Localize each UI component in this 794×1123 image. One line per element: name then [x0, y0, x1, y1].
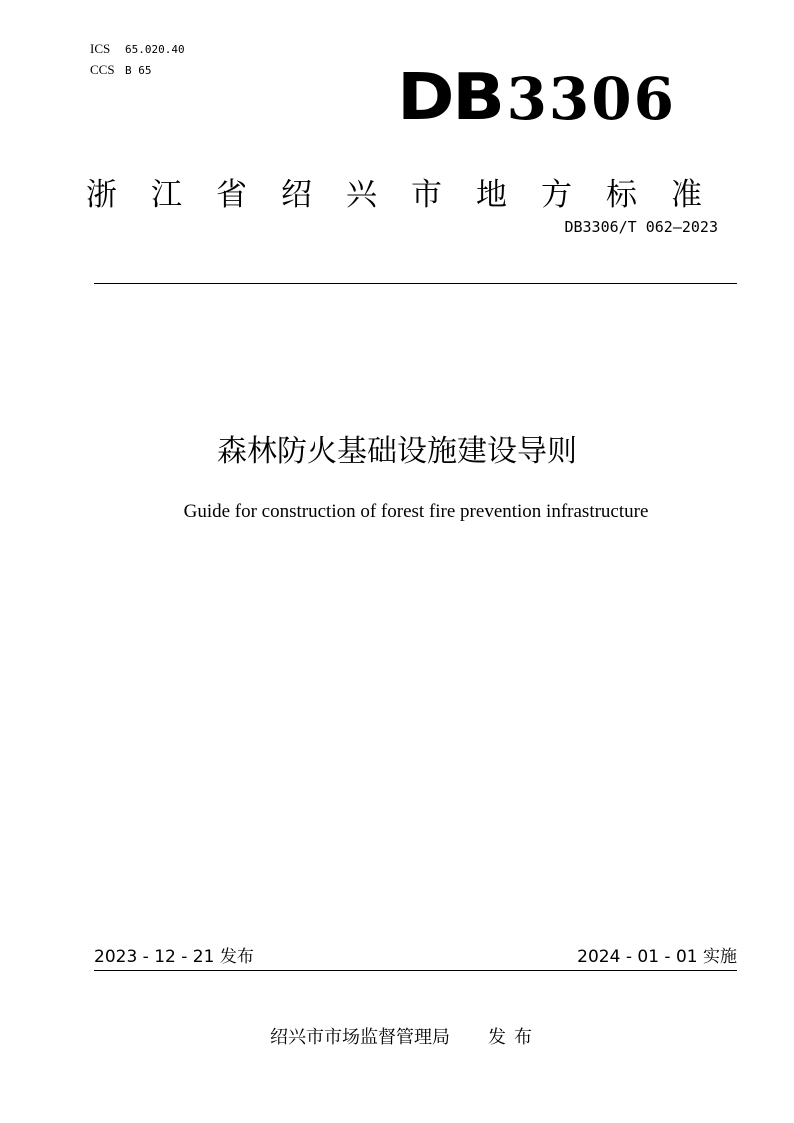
ccs-row — [90, 60, 185, 81]
issue-date: 2023 - 12 - 21 发布 — [94, 947, 254, 967]
publisher-action: 发布 — [488, 1027, 540, 1048]
ics-row — [90, 39, 185, 60]
standard-code-number: 3306 — [506, 65, 676, 133]
classification-codes — [90, 39, 185, 81]
bottom-divider — [94, 970, 737, 971]
standard-number: DB3306/T 062—2023 — [564, 218, 718, 236]
standard-code-logo — [396, 58, 676, 139]
ccs-value: B 65 — [125, 64, 152, 77]
ccs-label: CCS — [90, 62, 115, 77]
standard-type-heading: 浙江省绍兴市地方标准 — [86, 177, 736, 213]
publisher — [270, 1025, 540, 1051]
ics-value: 65.020.40 — [125, 43, 185, 56]
ics-label: ICS — [90, 41, 111, 56]
standard-code-prefix: DB — [396, 61, 503, 135]
implementation-date: 2024 - 01 - 01 实施 — [577, 947, 737, 967]
document-title-english: Guide for construction of forest fire prevention infrastructure — [183, 501, 649, 522]
document-title-chinese: 森林防火基础设施建设导则 — [217, 434, 577, 469]
publisher-organization: 绍兴市市场监督管理局 — [270, 1027, 450, 1048]
top-divider — [94, 283, 737, 284]
